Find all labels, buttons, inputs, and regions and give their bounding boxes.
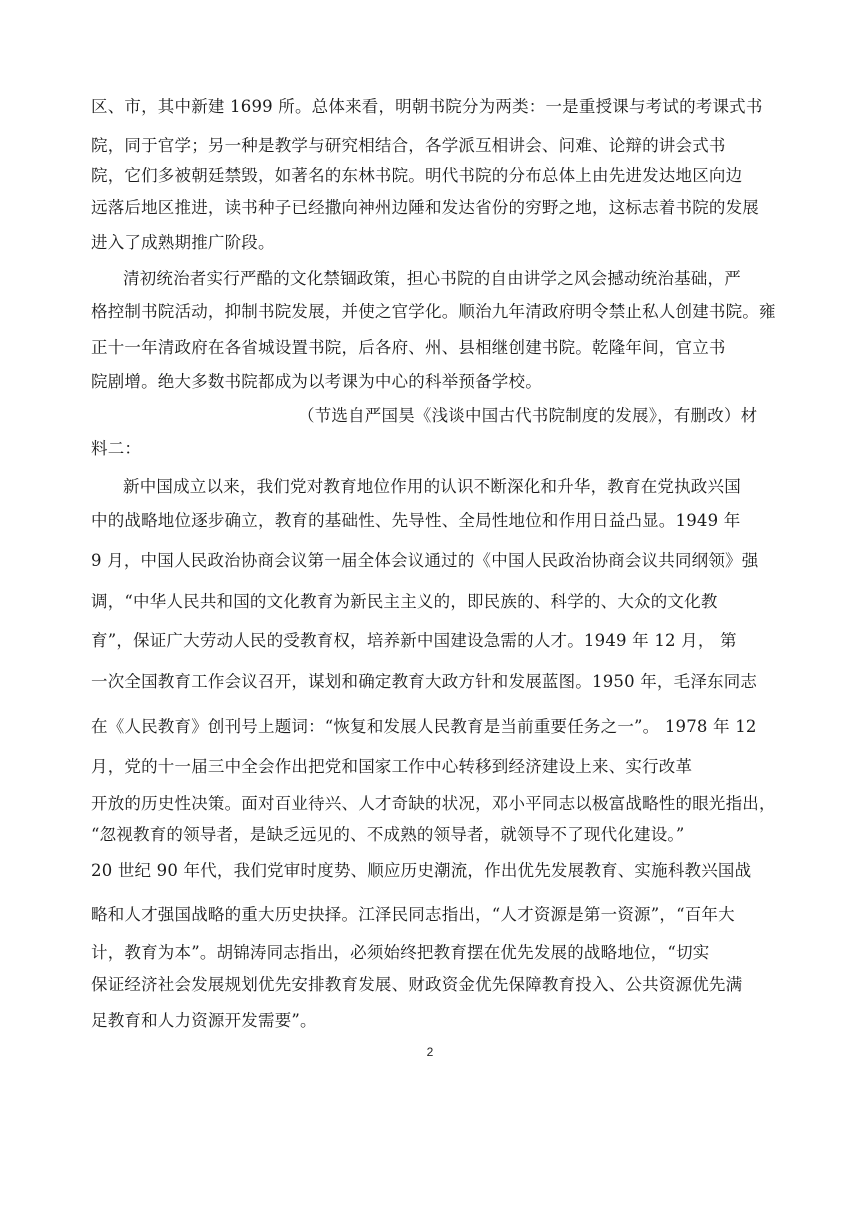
text-line: 育”，保证广大劳动人民的受教育权，培养新中国建设急需的人才。1949 年 12 月， 第: [91, 631, 737, 650]
text-line: 开放的历史性决策。面对百业待兴、人才奇缺的状况，邓小平同志以极富战略性的眼光指出，: [91, 794, 776, 813]
text-line: 计，教育为本”。胡锦涛同志指出，必须始终把教育摆在优先发展的战略地位，“切实: [91, 943, 710, 962]
source-citation: （节选自严国昊《浅谈中国古代书院制度的发展》，有删改）材: [298, 406, 758, 425]
text-line: 院，同于官学；另一种是教学与研究相结合，各学派互相讲会、问难、论辩的讲会式书: [91, 136, 726, 155]
paragraph-first-line: 新中国成立以来，我们党对教育地位作用的认识不断深化和升华，教育在党执政兴国: [123, 477, 741, 496]
text-line: 月，党的十一届三中全会作出把党和国家工作中心转移到经济建设上来、实行改革: [91, 757, 693, 776]
text-line: 一次全国教育工作会议召开，谋划和确定教育大政方针和发展蓝图。1950 年，毛泽东同志: [91, 672, 758, 691]
text-line: 格控制书院活动，抑制书院发展，并使之官学化。顺治九年清政府明令禁止私人创建书院。雍: [91, 302, 776, 321]
text-line: 区、市，其中新建 1699 所。总体来看，明朝书院分为两类：一是重授课与考试的考课式书: [91, 97, 763, 116]
material-heading: 料二：: [91, 439, 142, 458]
text-line: 中的战略地位逐步确立，教育的基础性、先导性、全局性地位和作用日益凸显。1949 年: [91, 511, 741, 530]
text-line: 远落后地区推进，读书种子已经撒向神州边陲和发达省份的穷野之地，这标志着书院的发展: [91, 198, 759, 217]
text-line: 正十一年清政府在各省城设置书院，后各府、州、县相继创建书院。乾隆年间，官立书: [91, 338, 726, 357]
text-line: 在《人民教育》创刊号上题词：“恢复和发展人民教育是当前重要任务之一”。 1978 年 12: [91, 717, 757, 736]
text-line: 略和人才强国战略的重大历史抉择。江泽民同志指出，“人才资源是第一资源”，“百年大: [91, 905, 735, 924]
text-line: 进入了成熟期推广阶段。: [91, 233, 275, 252]
text-line: 院，它们多被朝廷禁毁，如著名的东林书院。明代书院的分布总体上由先进发达地区向边: [91, 166, 743, 185]
text-line: 院剧增。绝大多数书院都成为以考课为中心的科举预备学校。: [91, 372, 542, 391]
page-number: 2: [426, 1045, 434, 1059]
paragraph-first-line: 清初统治者实行严酷的文化禁锢政策，担心书院的自由讲学之风会撼动统治基础，严: [123, 269, 741, 288]
text-line: 调，“中华人民共和国的文化教育为新民主主义的，即民族的、科学的、大众的文化教: [91, 592, 718, 611]
text-line: 20 世纪 90 年代，我们党审时度势、顺应历史潮流，作出优先发展教育、实施科教兴国战: [91, 861, 752, 880]
text-line: 足教育和人力资源开发需要”。: [91, 1011, 317, 1030]
text-line: 9 月，中国人民政治协商会议第一届全体会议通过的《中国人民政治协商会议共同纲领》强: [91, 551, 759, 570]
text-line: 保证经济社会发展规划优先安排教育发展、财政资金优先保障教育投入、公共资源优先满: [91, 975, 743, 994]
text-line: “忽视教育的领导者，是缺乏远见的、不成熟的领导者，就领导不了现代化建设。”: [91, 825, 685, 844]
